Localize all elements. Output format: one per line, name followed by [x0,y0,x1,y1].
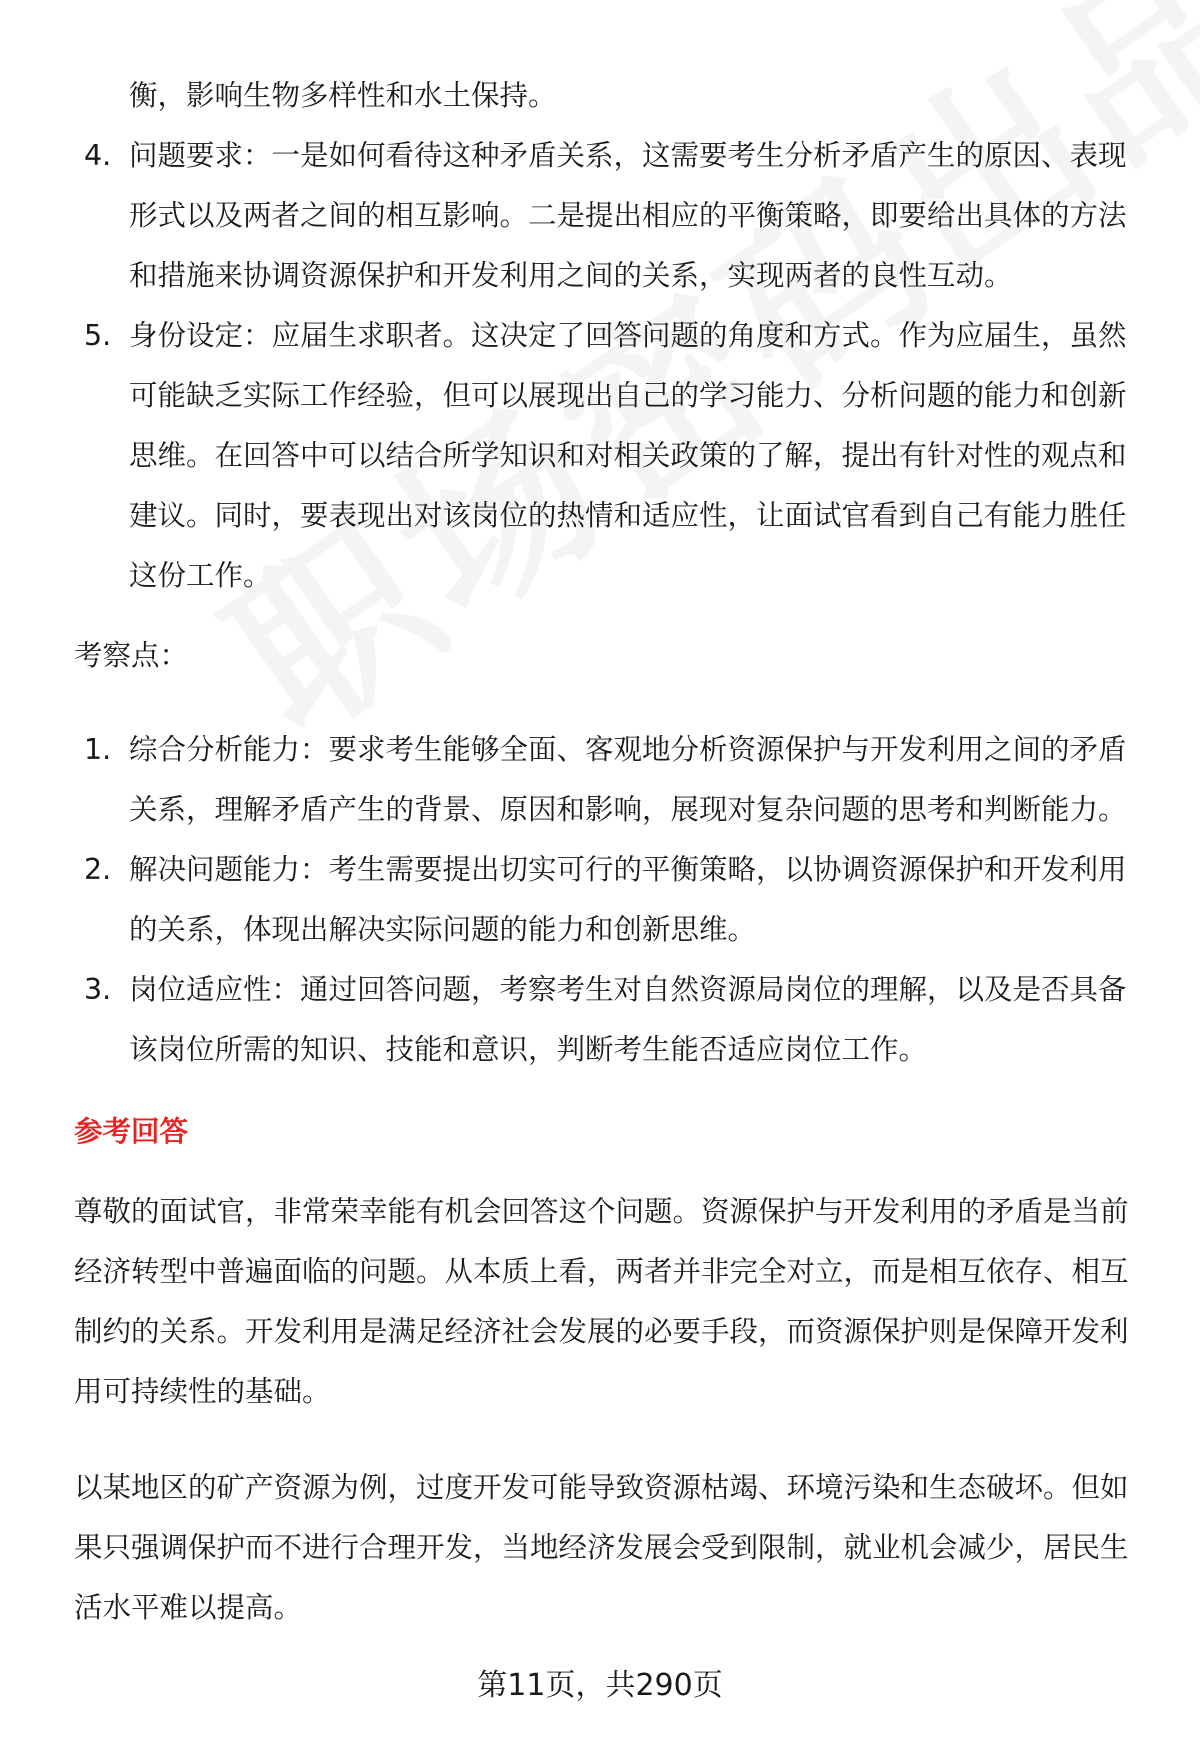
list-number: 4. [84,139,112,172]
list-text: 身份设定：应届生求职者。这决定了回答问题的角度和方式。作为应届生，虽然可能缺乏实际工作经验，但可以展现出自己的学习能力、分析问题的能力和创新思维。在回答中可以结合所学知识和对相关政策的了解，提出有针对性的观点和建议。同时，要表现出对该岗位的热情和适应性，让面试官看到自己有能力胜任这份工作。 [129,319,1127,592]
list-item [74,960,1144,1080]
list-text: 综合分析能力：要求考生能够全面、客观地分析资源保护与开发利用之间的矛盾关系，理解矛盾产生的背景、原因和影响，展现对复杂问题的思考和判断能力。 [129,733,1127,826]
list-item [74,720,1144,840]
list-number: 5. [84,319,112,352]
answer-paragraph: 尊敬的面试官，非常荣幸能有机会回答这个问题。资源保护与开发利用的矛盾是当前经济转型中普遍面临的问题。从本质上看，两者并非完全对立，而是相互依存、相互制约的关系。开发利用是满足经济社会发展的必要手段，而资源保护则是保障开发利用可持续性的基础。 [74,1195,1129,1408]
exam-points-heading: 考察点： [74,639,189,672]
exam-points-list [74,720,1144,1080]
page-number-footer: 第11页，共290页 [477,1668,723,1703]
list-text: 解决问题能力：考生需要提出切实可行的平衡策略，以协调资源保护和开发利用的关系，体现出解决实际问题的能力和创新思维。 [129,853,1127,946]
answer-paragraph: 以某地区的矿产资源为例，过度开发可能导致资源枯竭、环境污染和生态破坏。但如果只强调保护而不进行合理开发，当地经济发展会受到限制，就业机会减少，居民生活水平难以提高。 [74,1471,1129,1624]
list-item [74,306,1144,606]
list-item [74,840,1144,960]
list-text: 问题要求：一是如何看待这种矛盾关系，这需要考生分析矛盾产生的原因、表现形式以及两者之间的相互影响。二是提出相应的平衡策略，即要给出具体的方法和措施来协调资源保护和开发利用之间的关系，实现两者的良性互动。 [129,139,1127,292]
list-text: 岗位适应性：通过回答问题，考察考生对自然资源局岗位的理解，以及是否具备该岗位所需的知识、技能和意识，判断考生能否适应岗位工作。 [129,973,1127,1066]
analysis-list [74,126,1144,606]
list-number: 3. [84,973,112,1006]
list-item [74,126,1144,306]
list-number: 1. [84,733,112,766]
reference-answer-heading: 参考回答 [74,1115,189,1148]
intro-continuation: 衡，影响生物多样性和水土保持。 [129,79,557,112]
list-number: 2. [84,853,112,886]
page-content [74,66,1144,1674]
